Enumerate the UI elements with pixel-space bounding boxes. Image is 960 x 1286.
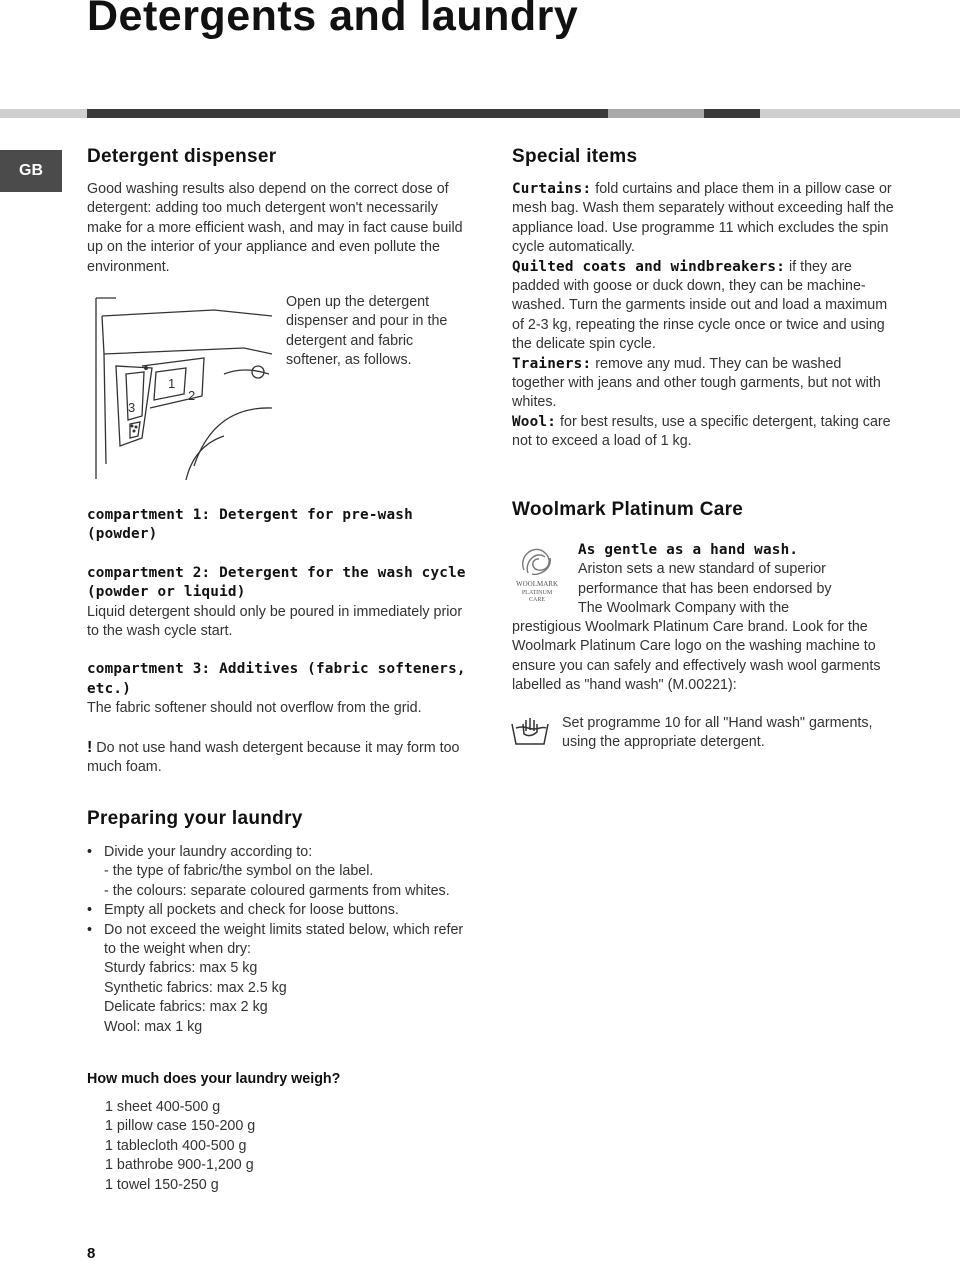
detergent-intro: Good washing results also depend on the correct dose of detergent: adding too much detergent won't necessarily make for a more efficient wash, and may in fact cause build up on the interior of your appliance and even pollute the environment.	[87, 181, 463, 275]
woolmark-intro	[578, 541, 898, 619]
special-item-label: Trainers:	[512, 355, 592, 372]
compartment-2	[87, 564, 467, 642]
foam-warning	[87, 738, 467, 778]
compartment-2-title: compartment 2: Detergent for the wash cycle (powder or liquid)	[87, 564, 466, 601]
special-items-list	[512, 180, 897, 452]
special-item-label: Curtains:	[512, 181, 592, 197]
woolmark-para-rest: prestigious Woolmark Platinum Care brand. Look for the Woolmark Platinum Care logo on the washing machine to ensure you can safely and effectively wash wool garments labelled as "hand wash" (M.00221):	[512, 619, 881, 694]
bullet-text: Empty all pockets and check for loose buttons.	[104, 902, 399, 919]
detergent-dispenser-section	[87, 146, 467, 277]
special-item-label: Wool:	[512, 413, 557, 430]
warning-text: Do not use hand wash detergent because it may form too much foam.	[87, 739, 460, 776]
compartment-1	[87, 506, 467, 545]
woolmark-tagline: As gentle as a hand wash.	[578, 542, 799, 558]
special-item-text: remove any mud. They can be washed together with jeans and other tough garments, but not with whites.	[512, 355, 881, 411]
weigh-heading: How much does your laundry weigh?	[87, 1071, 341, 1087]
programme-note: Set programme 10 for all "Hand wash" garments, using the appropriate detergent.	[562, 715, 873, 751]
language-tab: GB	[0, 150, 62, 192]
special-item-quilted-coats	[512, 258, 897, 355]
weight-item: 1 pillow case 150-200 g	[105, 1118, 256, 1135]
woolmark-logo	[508, 540, 566, 602]
bullet-subline: Synthetic fabrics: max 2.5 kg	[104, 979, 287, 996]
special-item-text: for best results, use a specific detergent, taking care not to exceed a load of 1 kg.	[512, 413, 891, 450]
woolmark-heading: Woolmark Platinum Care	[512, 499, 744, 520]
special-items-heading: Special items	[512, 146, 638, 167]
dispenser-illustration	[94, 296, 274, 481]
special-item-text: if they are padded with goose or duck down, they can be machine-washed. Turn the garments inside out and load a maximum of 2-3 kg, repeating the rinse cycle once or twice and using the delicate spin cycle.	[512, 258, 888, 353]
bullet-subline: Delicate fabrics: max 2 kg	[104, 999, 268, 1016]
detergent-dispenser-heading: Detergent dispenser	[87, 146, 277, 167]
hand-wash-icon	[510, 716, 550, 748]
page-number: 8	[87, 1245, 96, 1262]
preparing-bullet	[87, 843, 467, 901]
woolmark-logo-line-3: CARE	[528, 597, 546, 602]
preparing-heading: Preparing your laundry	[87, 808, 303, 829]
woolmark-para-line: The Woolmark Company with the	[578, 600, 790, 617]
bullet-subline: - the type of fabric/the symbol on the label.	[104, 863, 374, 880]
special-item-wool	[512, 413, 897, 452]
bullet-subline: - the colours: separate coloured garments from whites.	[104, 882, 450, 899]
page-title: Detergents and laundry	[87, 0, 579, 40]
bullet-subline: Wool: max 1 kg	[104, 1018, 203, 1035]
preparing-bullet	[87, 921, 467, 1037]
compartment-1-title: compartment 1: Detergent for pre-wash (powder)	[87, 507, 413, 543]
woolmark-para-line: Ariston sets a new standard of superior	[578, 561, 826, 578]
compartment-label-2: 2	[188, 388, 196, 403]
bullet-subline: Sturdy fabrics: max 5 kg	[104, 960, 258, 977]
special-item-label: Quilted coats and windbreakers:	[512, 258, 786, 275]
woolmark-logo-line-1: WOOLMARK	[516, 580, 558, 588]
weight-item: 1 tablecloth 400-500 g	[105, 1137, 247, 1154]
bullet-text: Divide your laundry according to:	[104, 844, 313, 860]
woolmark-para-line: performance that has been endorsed by	[578, 580, 832, 597]
bullet-text: Do not exceed the weight limits stated below, which refer to the weight when dry:	[104, 921, 464, 958]
compartment-3	[87, 660, 467, 718]
warning-mark: !	[87, 738, 93, 756]
special-item-trainers	[512, 355, 897, 413]
compartment-label-1: 1	[168, 376, 176, 391]
special-item-curtains	[512, 180, 897, 258]
weight-item: 1 towel 150-250 g	[105, 1176, 219, 1193]
compartment-2-text: Liquid detergent should only be poured in immediately prior to the wash cycle start.	[87, 603, 463, 640]
weight-item: 1 sheet 400-500 g	[105, 1099, 221, 1115]
preparing-section	[87, 808, 467, 1037]
header-rule-segment	[0, 109, 87, 118]
compartments-list	[87, 506, 467, 777]
compartment-3-title: compartment 3: Additives (fabric softeners, etc.)	[87, 661, 466, 697]
compartment-label-3: 3	[128, 400, 136, 415]
header-rule-segment	[608, 109, 704, 118]
compartment-3-text: The fabric softener should not overflow from the grid.	[87, 700, 422, 717]
preparing-bullet	[87, 901, 467, 920]
weights-list	[105, 1098, 405, 1195]
woolmark-section	[512, 499, 897, 521]
special-items-section	[512, 146, 897, 452]
header-rule-segment	[760, 109, 960, 118]
dispenser-instruction: Open up the detergent dispenser and pour in the detergent and fabric softener, as follows.	[286, 294, 448, 369]
weight-item: 1 bathrobe 900-1,200 g	[105, 1157, 254, 1174]
woolmark-logo-line-2: PLATINUM	[521, 590, 553, 596]
preparing-bullets	[87, 843, 467, 1037]
special-item-text: fold curtains and place them in a pillow case or mesh bag. Wash them separately without exceeding half the appliance load. Use programme 11 which excludes the spin cycle automatically.	[512, 181, 894, 256]
